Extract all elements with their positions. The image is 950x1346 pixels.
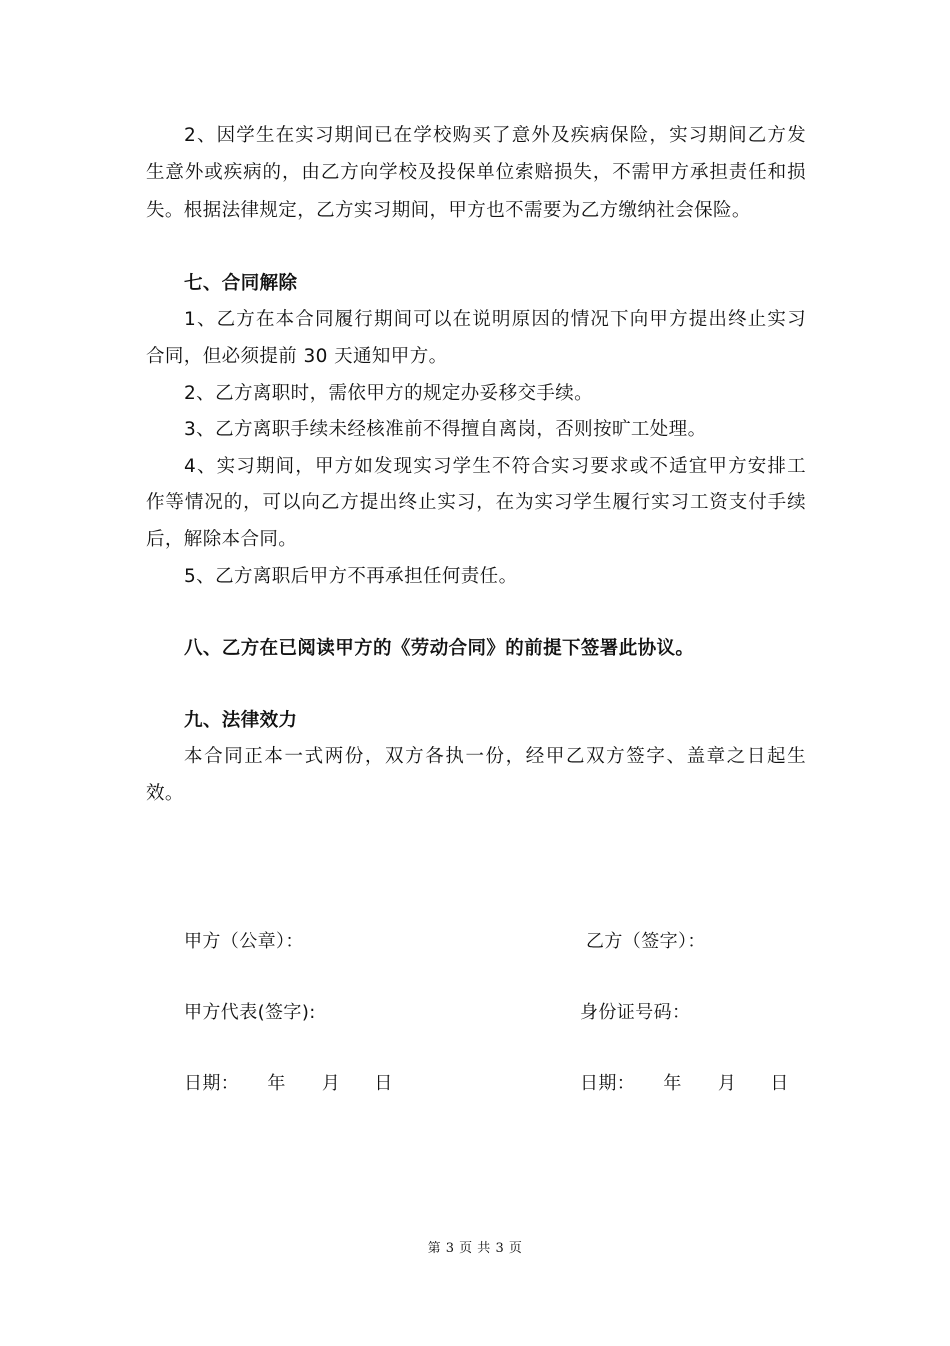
clause9-body-line1: 本合同正本一式两份，双方各执一份，经甲乙双方签字、盖章之日起生 (184, 746, 806, 767)
date-year: 年 (663, 1073, 682, 1094)
clause7-heading: 七、合同解除 (184, 273, 298, 294)
party-a-date (184, 1072, 393, 1096)
clause7-item4-line2: 作等情况的，可以向乙方提出终止实习，在为实习学生履行实习工资支付手续 (146, 492, 806, 513)
date-day: 日 (770, 1073, 789, 1094)
clause9-body-line2: 效。 (146, 783, 184, 804)
date-year: 年 (267, 1073, 286, 1094)
date-label: 日期： (184, 1073, 240, 1094)
party-a-seal-label: 甲方（公章）： (184, 931, 304, 952)
page-number-footer: 第 3 页 共 3 页 (427, 1241, 523, 1256)
clause7-item3: 3、乙方离职手续未经核准前不得擅自离岗，否则按旷工处理。 (184, 419, 707, 440)
clause6-item2-line1: 2、因学生在实习期间已在学校购买了意外及疾病保险，实习期间乙方发 (184, 125, 806, 146)
date-day: 日 (374, 1073, 393, 1094)
clause6-item2-line2: 生意外或疾病的，由乙方向学校及投保单位索赔损失，不需甲方承担责任和损 (146, 162, 806, 183)
date-label: 日期： (580, 1073, 636, 1094)
clause7-item4-line1: 4、实习期间，甲方如发现实习学生不符合实习要求或不适宜甲方安排工 (184, 456, 806, 477)
party-b-id-label: 身份证号码： (580, 1002, 691, 1023)
clause7-item1-line2: 合同，但必须提前 30 天通知甲方。 (146, 346, 448, 367)
date-month: 月 (717, 1073, 737, 1094)
party-b-date (580, 1072, 789, 1096)
clause7-item4-line3: 后，解除本合同。 (146, 529, 298, 550)
clause7-item5: 5、乙方离职后甲方不再承担任何责任。 (184, 566, 518, 587)
clause7-item1-line1: 1、乙方在本合同履行期间可以在说明原因的情况下向甲方提出终止实习 (184, 309, 806, 330)
clause6-item2-line3: 失。根据法律规定，乙方实习期间，甲方也不需要为乙方缴纳社会保险。 (146, 200, 751, 221)
clause9-heading: 九、法律效力 (184, 710, 298, 731)
clause8-heading: 八、乙方在已阅读甲方的《劳动合同》的前提下签署此协议。 (184, 638, 695, 659)
party-b-sign-label: 乙方（签字）： (586, 931, 706, 952)
date-month: 月 (321, 1073, 341, 1094)
party-a-rep-label: 甲方代表(签字): (184, 1002, 316, 1023)
clause7-item2: 2、乙方离职时，需依甲方的规定办妥移交手续。 (184, 383, 594, 404)
